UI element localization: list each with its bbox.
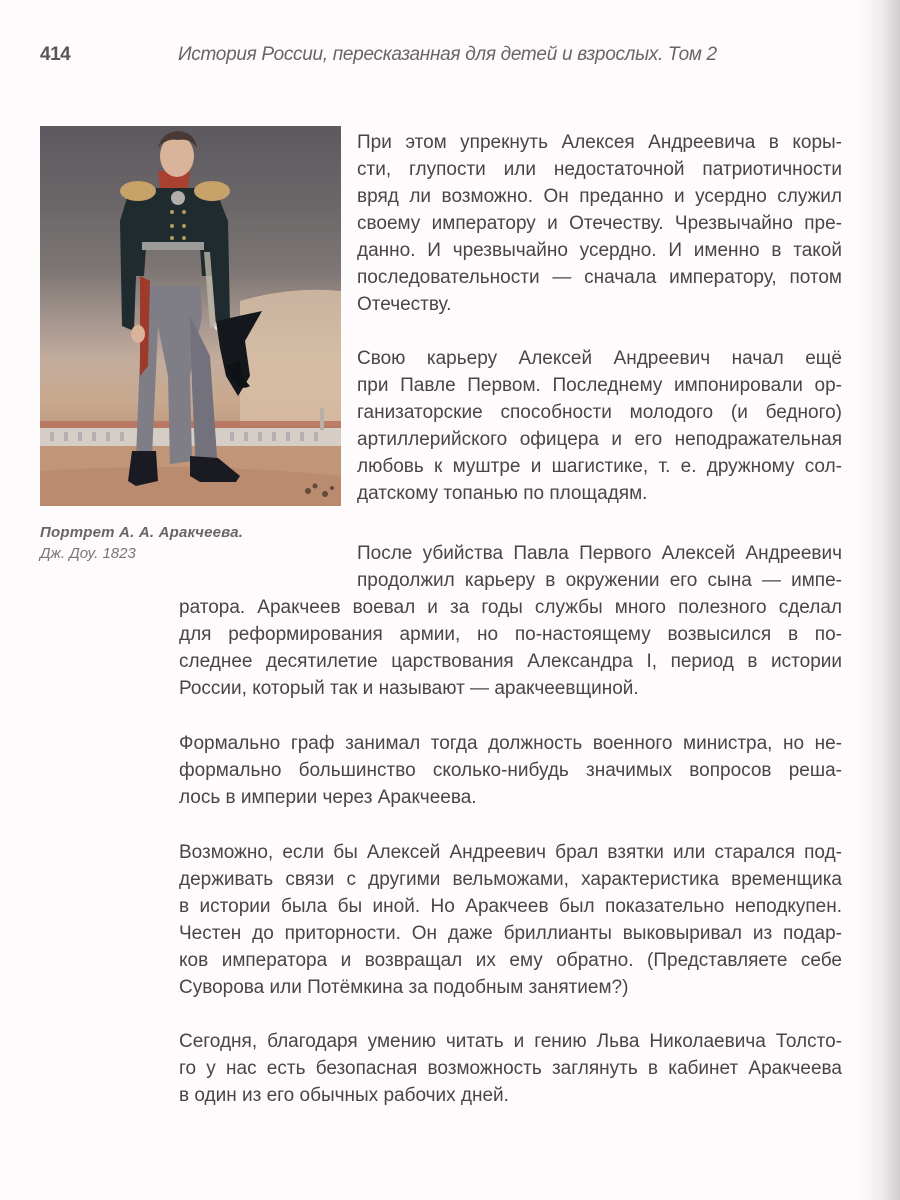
text-line: продолжил карьеру в окружении его сына — импе- [357,570,842,591]
text-line: ратора. Аракчеев воевал и за годы службы много полезного сделал [179,597,842,618]
text-line: Сегодня, благодаря умению читать и гению Льва Николаевича Толсто- [179,1031,842,1052]
paragraph-2 [357,345,842,507]
text-line: Возможно, если бы Алексей Андреевич брал взятки или старался под- [179,842,842,863]
text-line: в истории была бы иной. Но Аракчеев был показательно неподкупен. [179,896,842,917]
caption-title: Портрет А. А. Аракчеева. [40,524,244,541]
text-line: при Павле Первом. Последнему импонировали ор- [357,375,842,396]
text-line: Честен до приторности. Он даже бриллианты выковыривал из подар- [179,923,842,944]
text-line: своему императору и Отечеству. Чрезвычайно пре- [357,213,842,234]
paragraph-6 [179,1028,842,1109]
text-line: артиллерийского офицера и его неподражательная [357,429,842,450]
text-line: Суворова или Потёмкина за подобным занятием?) [179,977,629,998]
caption-credit: Дж. Доу. 1823 [40,545,136,562]
text-line: следнее десятилетие царствования Александра I, период в истории [179,651,842,672]
running-head [0,40,900,70]
text-line: сти, глупости или недостаточной патриотичности [357,159,842,180]
text-line: ков императора и возвращал их ему обратно. (Представляете себе [179,950,842,971]
text-line: вряд ли возможно. Он преданно и усердно служил [357,186,842,207]
portrait-image [40,126,341,506]
text-line: последовательности — сначала императору, потом [357,267,842,288]
page-binding-shadow [860,0,900,1200]
paragraph-1 [357,129,842,318]
text-line: датскому топанью по площадям. [357,483,648,504]
paragraph-3 [179,540,842,702]
text-line: данно. И чрезвычайно усердно. И именно в такой [357,240,842,261]
text-line: любовь к муштре и шагистике, т. е. дружному сол- [357,456,842,477]
text-line: Свою карьеру Алексей Андреевич начал ещё [357,348,842,369]
text-line: Отечеству. [357,294,452,315]
text-line: Формально граф занимал тогда должность военного министра, но не- [179,733,842,754]
text-line: формально большинство сколько-нибудь значимых вопросов реша- [179,760,842,781]
text-line: При этом упрекнуть Алексея Андреевича в коры- [357,132,842,153]
page-number: 414 [40,44,71,65]
text-line: После убийства Павла Первого Алексей Андреевич [357,543,842,564]
text-line: России, который так и называют — аракчеевщиной. [179,678,639,699]
book-title: История России, пересказанная для детей и взрослых. Том 2 [178,44,717,65]
text-line: лось в империи через Аракчеева. [179,787,477,808]
paragraph-4 [179,730,842,811]
paragraph-5 [179,839,842,1001]
text-line: в один из его обычных рабочих дней. [179,1085,509,1106]
text-line: го у нас есть безопасная возможность заглянуть в кабинет Аракчеева [179,1058,842,1079]
text-line: держивать связи с другими вельможами, характеристика временщика [179,869,842,890]
text-line: ганизаторские способности молодого (и бедного) [357,402,842,423]
text-line: для реформирования армии, но по-настоящему возвысился в по- [179,624,842,645]
portrait-painting-icon [40,126,341,506]
